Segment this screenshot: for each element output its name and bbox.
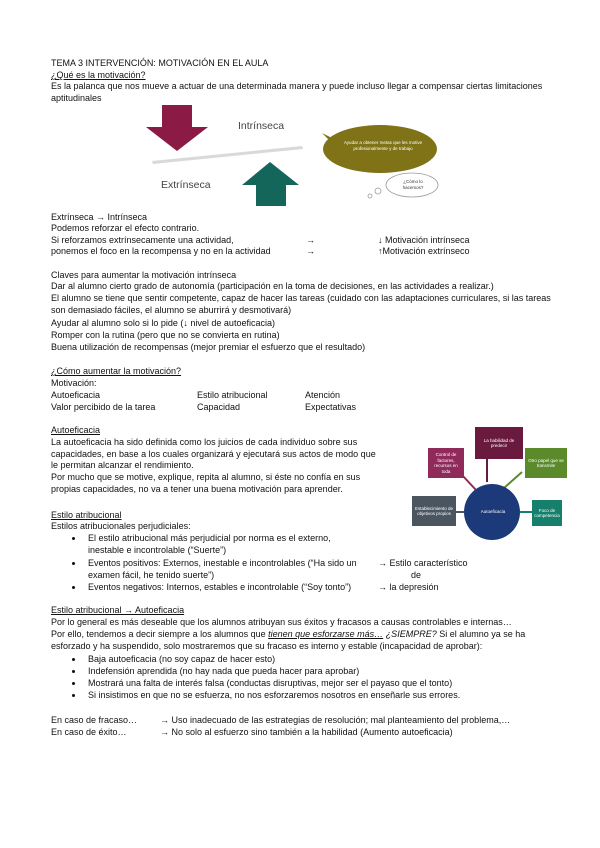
- claves-heading: Claves para aumentar la motivación intrínseca: [51, 270, 237, 280]
- bullet-dot: [72, 586, 75, 589]
- estilo-bullet-2-arrow: → Estilo característico: [378, 558, 468, 568]
- ext-int-heading: Extrínseca → Intrínseca: [51, 212, 148, 222]
- claves-line-2: El alumno se tiene que sentir competente, capaz de hacer las tareas (cuidado con las adaptaciones curriculares, si las tareas son demasiado fáciles, el alumno se aburrirá y desmotivará): [51, 293, 551, 315]
- diagram-center-label: Autoeficacia: [480, 509, 506, 515]
- down-arrow-shape: [146, 105, 208, 151]
- como-r1c2: Estilo atribucional: [197, 390, 268, 400]
- estilo2-p2-part-d: Si el alumno ya se ha esforzado y ha suspendido, solo mostraremos que su fracaso es interno y estable (incapacidad de aprobar):: [51, 629, 526, 651]
- estilo2-p2-emphasis: tienen que esforzarse más…: [268, 629, 384, 639]
- estilo-bullet-2-de: de: [411, 570, 422, 580]
- up-arrow-shape: [242, 162, 299, 206]
- section-heading-que-es: ¿Qué es la motivación?: [51, 70, 146, 80]
- bullet-dot: [72, 562, 75, 565]
- estilo2-paragraph-1: Por lo general es más deseable que los alumnos atribuyan sus éxitos y fracasos a causas controlables e internas…: [51, 617, 512, 627]
- diagram-box-right: Foco de competencia: [532, 500, 562, 526]
- claves-line-3: Ayudar al alumno solo si lo pide (↓ nivel de autoeficacia): [51, 318, 275, 328]
- bullet-dot: [72, 694, 75, 697]
- como-r2c1: Valor percibido de la tarea: [51, 402, 156, 412]
- thought-bubble-text: ¿Cómo lo hacemos?: [402, 179, 424, 190]
- como-r1c1: Autoeficacia: [51, 390, 101, 400]
- label-extrinseca: Extrínseca: [161, 179, 211, 191]
- ext-int-line-2a: Si reforzamos extrínsecamente una actividad,: [51, 235, 234, 245]
- como-heading: ¿Cómo aumentar la motivación?: [51, 366, 182, 376]
- caso-fracaso-label: En caso de fracaso…: [51, 715, 138, 725]
- estilo2-p2-siempre: ¿SIEMPRE?: [383, 629, 437, 639]
- label-intrinseca: Intrínseca: [238, 120, 285, 132]
- bullet-dot: [72, 658, 75, 661]
- bullet-dot: [72, 537, 75, 540]
- diagram-box-top-left: Control de factores, recursos en toda: [428, 448, 464, 478]
- caso-fracaso-text: → Uso inadecuado de las estrategias de resolución; mal planteamiento del problema,…: [160, 715, 511, 725]
- ext-int-line-1: Podemos reforzar el efecto contrario.: [51, 223, 200, 233]
- thought-dot-1: [375, 188, 381, 194]
- caso-exito-label: En caso de éxito…: [51, 727, 127, 737]
- como-r1c3: Atención: [305, 390, 341, 400]
- motivation-illustration: [140, 105, 460, 207]
- estilo-heading: Estilo atribucional: [51, 510, 122, 520]
- page-title: TEMA 3 INTERVENCIÓN: MOTIVACIÓN EN EL AULA: [51, 58, 269, 68]
- bullet-dot: [72, 682, 75, 685]
- estilo2-paragraph-2: [51, 629, 561, 652]
- autoeficacia-paragraph-1: La autoeficacia ha sido definida como los juicios de cada individuo sobre sus capacidades, en base a los cuales organizará y ejecutará sus actos de modo que le permitan alcanzar el rendimiento.: [51, 437, 376, 470]
- caso-exito-text: → No solo al esfuerzo sino también a la habilidad (Aumento autoeficacia): [160, 727, 453, 737]
- estilo2-bullet-2: Indefensión aprendida (no hay nada que pueda hacer para aprobar): [88, 666, 360, 676]
- ext-int-line-3c: ↑Motivación extrínseco: [378, 246, 470, 256]
- bullet-dot: [72, 670, 75, 673]
- estilo-bullet-3-arrow: → la depresión: [378, 582, 439, 592]
- como-r2c3: Expectativas: [305, 402, 357, 412]
- autoeficacia-paragraph-2: Por mucho que se motive, explique, repita al alumno, si éste no confía en sus propias capacidades, no va a tener una buena motivación para aprender.: [51, 472, 361, 494]
- claves-line-4: Romper con la rutina (pero que no se convierta en rutina): [51, 330, 280, 340]
- estilo-bullet-1: El estilo atribucional más perjudicial por norma es el externo, inestable e incontrolable (“Suerte”): [88, 533, 331, 555]
- ext-int-arrow-1: →: [306, 235, 315, 245]
- autoeficacia-heading: Autoeficacia: [51, 425, 101, 435]
- speech-bubble-text: Ayudar a obtener metas que les motive profesionalmente y de trabajo: [343, 140, 423, 151]
- estilo2-bullet-4: Si insistimos en que no se esfuerza, no nos esforzaremos nosotros en enseñarle sus errores.: [88, 690, 461, 700]
- estilo2-heading: Estilo atribucional → Autoeficacia: [51, 605, 185, 615]
- estilo-sub: Estilos atribucionales perjudiciales:: [51, 521, 191, 531]
- estilo2-bullet-3: Mostrará una falta de interés falsa (conductas disruptivas, mejor ser el payaso que el tonto): [88, 678, 453, 688]
- como-sub: Motivación:: [51, 378, 97, 388]
- estilo2-bullet-1: Baja autoeficacia (no soy capaz de hacer esto): [88, 654, 276, 664]
- diagram-box-top-right: Otro papel que se transmite: [525, 448, 567, 478]
- diagram-box-left: Establecimiento de objetivos propios: [412, 496, 456, 526]
- estilo-bullet-3: Eventos negativos: Internos, estables e incontrolable (“Soy tonto”): [88, 582, 352, 592]
- ext-int-arrow-2: →: [306, 246, 315, 256]
- estilo-bullet-2: Eventos positivos: Externos, inestable e incontrolables (“Ha sido un examen fácil, he tenido suerte”): [88, 558, 357, 580]
- claves-line-5: Buena utilización de recompensas (mejor premiar el esfuerzo que el resultado): [51, 342, 366, 352]
- claves-line-1: Dar al alumno cierto grado de autonomía (participación en la toma de decisiones, en las actividades a realizar.): [51, 281, 494, 291]
- ext-int-line-2c: ↓ Motivación intrínseca: [378, 235, 470, 245]
- como-r2c2: Capacidad: [197, 402, 241, 412]
- definition-paragraph: Es la palanca que nos mueve a actuar de una determinada manera y puede incluso llegar a compensar ciertas limitaciones aptitudinales: [51, 81, 543, 103]
- estilo2-p2-part-a: Por ello, tendemos a decir siempre a los alumnos que: [51, 629, 269, 639]
- diagram-box-top: La habilidad de predecir: [475, 427, 523, 459]
- thought-dot-2: [368, 194, 372, 198]
- ext-int-line-3a: ponemos el foco en la recompensa y no en la actividad: [51, 246, 271, 256]
